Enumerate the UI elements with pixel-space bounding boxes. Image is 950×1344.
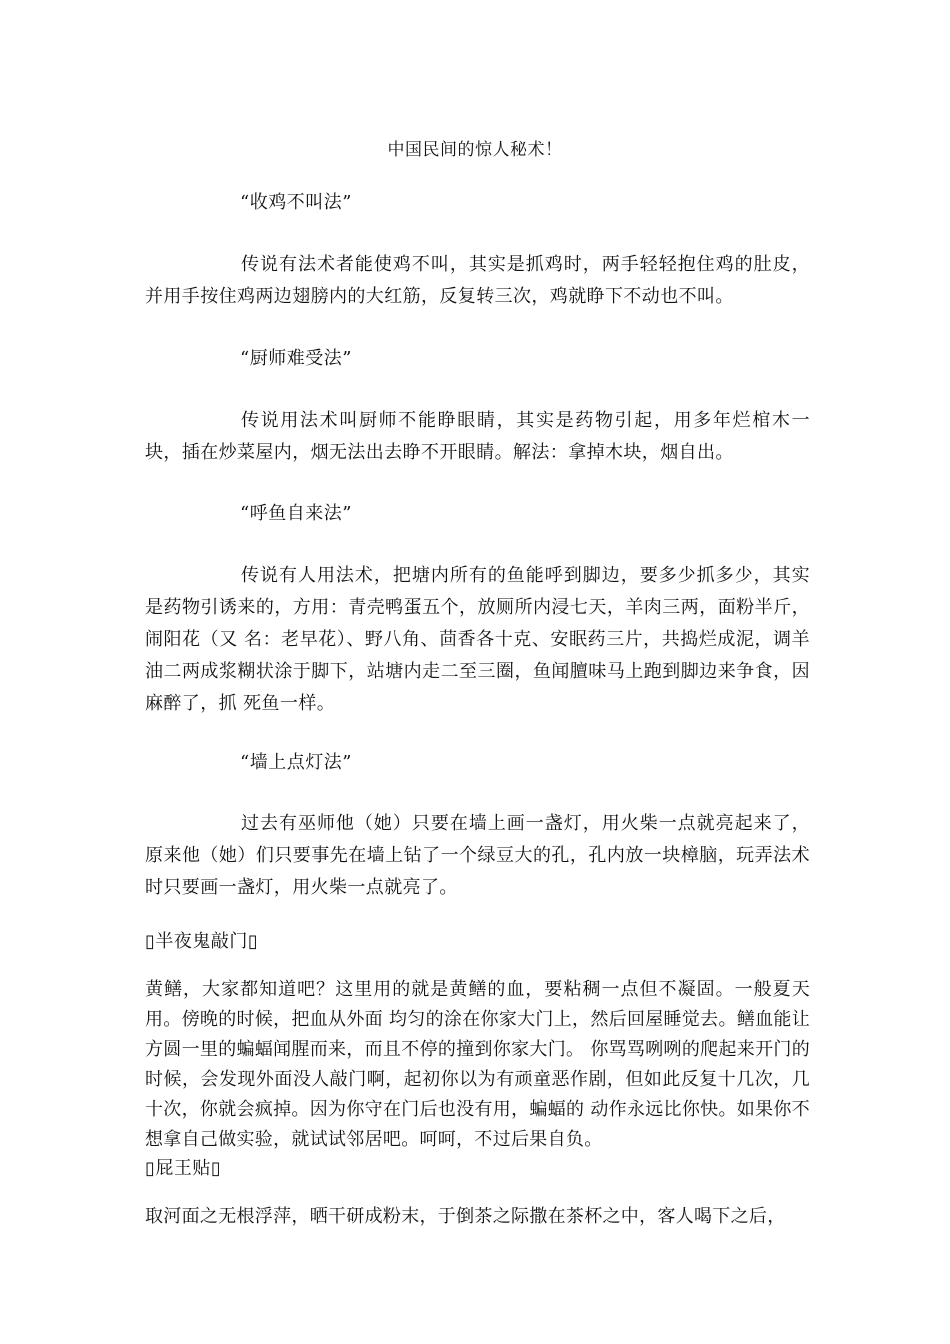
document-title: 中国民间的惊人秘术！ <box>387 140 563 160</box>
section-body-3: 传说有人用法术，把塘内所有的鱼能呼到脚边，要多少抓多少，其实是药物引诱来的，方用：青壳鸭蛋五个，放厕所内浸七天，羊肉三两，面粉半斤，闹阳花（又 名：老早花）、野八角、茴香各十克、安眠药三片，共捣烂成泥，调羊油二两成浆糊状涂于脚下，站塘内走二至三圈，鱼闻膻味马上跑到脚边来争食，因麻醉了，抓 死鱼一样。 <box>145 565 810 714</box>
section-heading-4: “墙上点灯法” <box>240 752 352 773</box>
section-body-1: 传说有法术者能使鸡不叫，其实是抓鸡时，两手轻轻抱住鸡的肚皮，并用手按住鸡两边翅膀内的大红筋，反复转三次，鸡就睁下不动也不叫。 <box>145 254 810 307</box>
section-heading-5: ▯半夜鬼敲门▯ <box>145 931 259 952</box>
section-body-2: 传说用法术叫厨师不能睁眼睛，其实是药物引起，用多年烂棺木一块，插在炒菜屋内，烟无法出去睁不开眼睛。解法：拿掉木块，烟自出。 <box>145 410 810 463</box>
section-heading-1: “收鸡不叫法” <box>240 192 352 213</box>
section-heading-6: ▯屁王贴▯ <box>145 1158 222 1179</box>
section-body-6: 取河面之无根浮萍，晒干研成粉末，于倒茶之际撒在茶杯之中，客人喝下之后， <box>145 1206 786 1227</box>
section-body-4: 过去有巫师他（她）只要在墙上画一盏灯，用火柴一点就亮起来了，原来他（她）们只要事先在墙上钻了一个绿豆大的孔，孔内放一块樟脑，玩弄法术时只要画一盏灯，用火柴一点就亮了。 <box>145 813 810 898</box>
section-body-5: 黄鳝，大家都知道吧？这里用的就是黄鳝的血，要粘稠一点但不凝固。一般夏天用。傍晚的时候，把血从外面 均匀的涂在你家大门上，然后回屋睡觉去。鳝血能让方圆一里的蝙蝠闻腥而来，而且不停的撞到你家大门。 你骂骂咧咧的爬起来开门的时候，会发现外面没人敲门啊，起初你以为有顽童恶作剧，但如此反复十几次，几十次，你就会疯掉。因为你守在门后也没有用，蝙蝠的 动作永远比你快。如果你不想拿自己做实验，就试试邻居吧。呵呵，不过后果自负。 <box>145 979 810 1150</box>
section-heading-2: “厨师难受法” <box>240 348 352 369</box>
section-heading-3: “呼鱼自来法” <box>240 503 352 524</box>
